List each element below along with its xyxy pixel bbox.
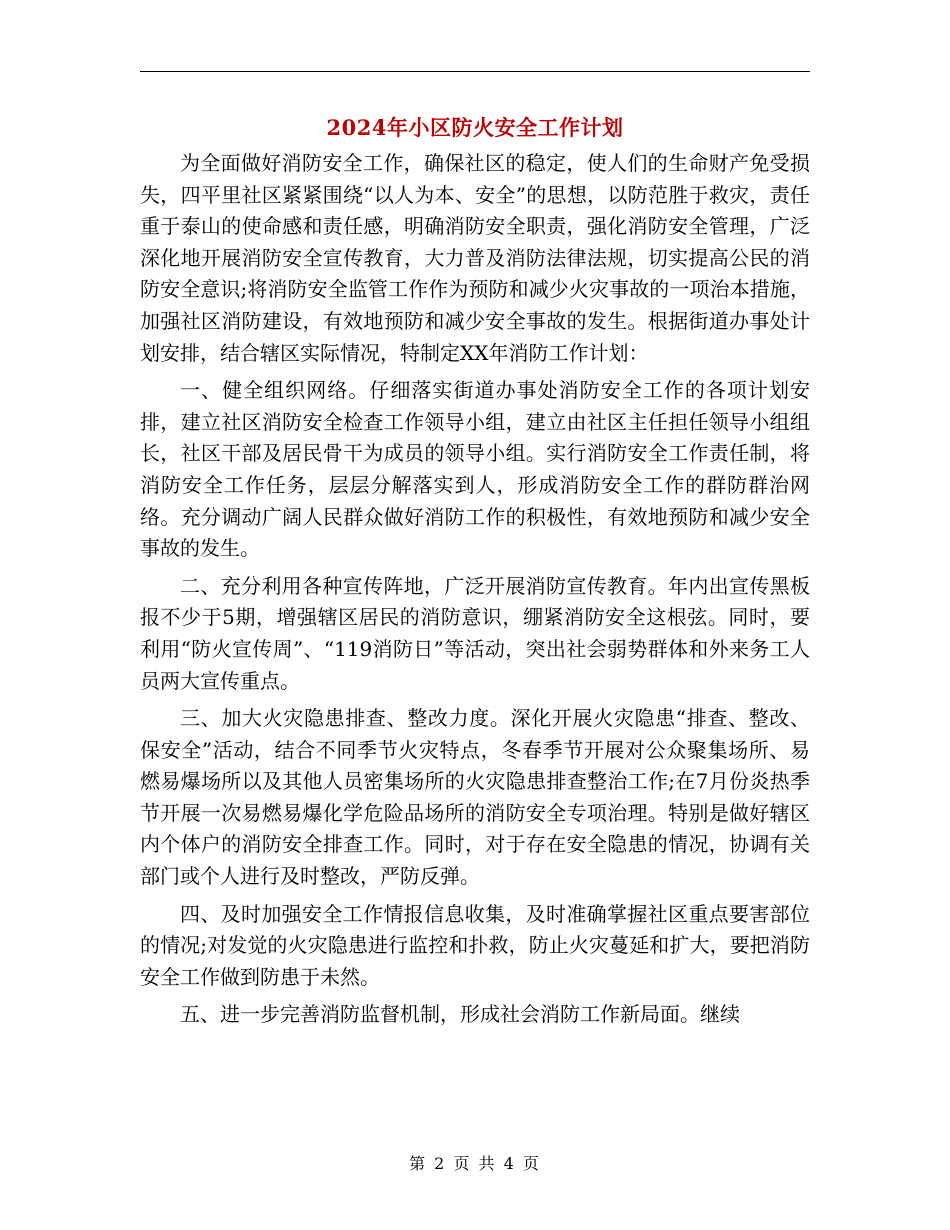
header-rule bbox=[140, 71, 810, 72]
paragraph-5: 五、进一步完善消防监督机制，形成社会消防工作新局面。继续 bbox=[180, 1002, 740, 1027]
document-title: 2024年小区防火安全工作计划 bbox=[326, 115, 624, 140]
page-footer: 第 2 页 共 4 页 bbox=[409, 1154, 541, 1173]
paragraph-2: 二、充分利用各种宣传阵地，广泛开展消防宣传教育。年内出宣传黑板报不少于5期，增强辖区居民的消防意识，绷紧消防安全这根弦。同时，要利用“防火宣传周”、“119消防日”等活动，突出社会弱势群体和外来务工人员两大宣传重点。 bbox=[140, 573, 810, 693]
paragraph-1: 一、健全组织网络。仔细落实街道办事处消防安全工作的各项计划安排，建立社区消防安全检查工作领导小组，建立由社区主任担任领导小组组长，社区干部及居民骨干为成员的领导小组。实行消防安全工作责任制，将消防安全工作任务，层层分解落实到人，形成消防安全工作的群防群治网络。充分调动广阔人民群众做好消防工作的积极性，有效地预防和减少安全事故的发生。 bbox=[140, 378, 810, 561]
document-body bbox=[140, 148, 810, 1037]
paragraph-intro: 为全面做好消防安全工作，确保社区的稳定，使人们的生命财产免受损失，四平里社区紧紧围绕“以人为本、安全”的思想，以防范胜于救灾，责任重于泰山的使命感和责任感，明确消防安全职责，强化消防安全管理，广泛深化地开展消防安全宣传教育，大力普及消防法律法规，切实提高公民的消防安全意识;将消防安全监管工作作为预防和减少火灾事故的一项治本措施，加强社区消防建设，有效地预防和减少安全事故的发生。根据街道办事处计划安排，结合辖区实际情况，特制定XX年消防工作计划： bbox=[140, 151, 810, 365]
paragraph-3: 三、加大火灾隐患排查、整改力度。深化开展火灾隐患“排查、整改、保安全”活动，结合不同季节火灾特点，冬春季节开展对公众聚集场所、易燃易爆场所以及其他人员密集场所的火灾隐患排查整治工作;在7月份炎热季节开展一次易燃易爆化学危险品场所的消防安全专项治理。特别是做好辖区内个体户的消防安全排查工作。同时，对于存在安全隐患的情况，协调有关部门或个人进行及时整改，严防反弹。 bbox=[140, 706, 810, 889]
paragraph-4: 四、及时加强安全工作情报信息收集，及时准确掌握社区重点要害部位的情况;对发觉的火灾隐患进行监控和扑救，防止火灾蔓延和扩大，要把消防安全工作做到防患于未然。 bbox=[140, 901, 810, 989]
